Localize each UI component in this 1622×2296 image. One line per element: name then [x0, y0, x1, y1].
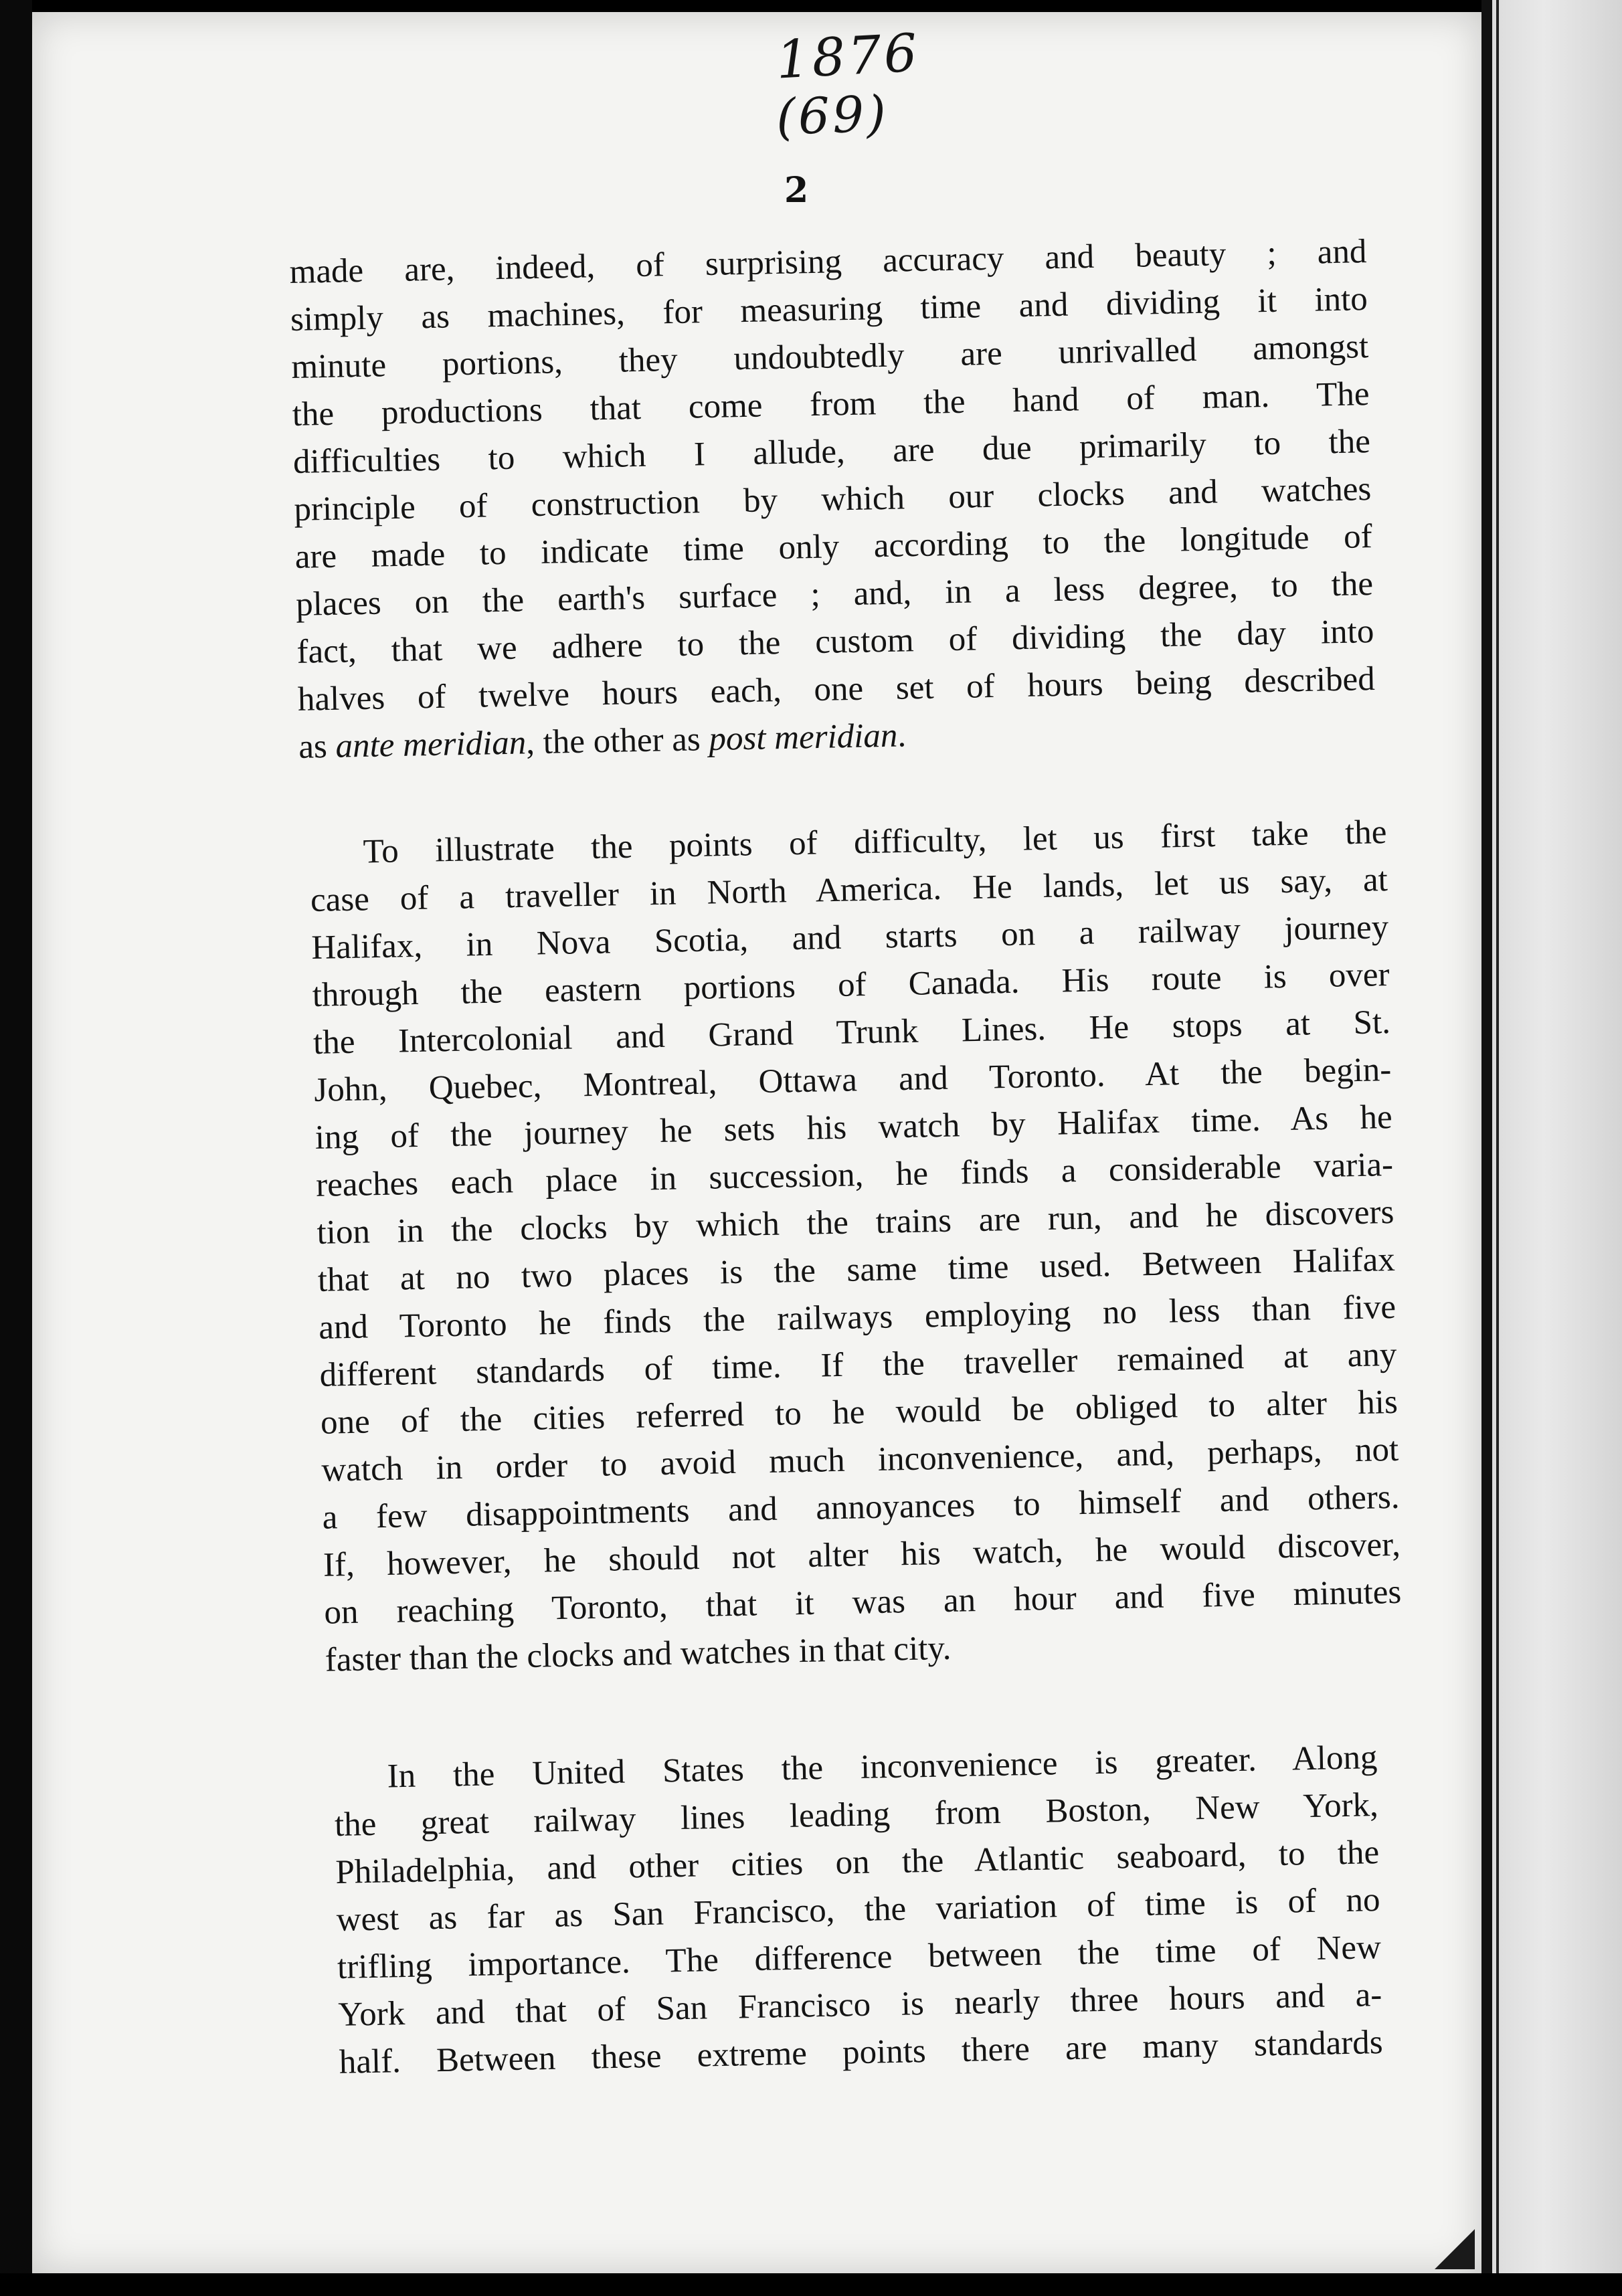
- text-line: case of a traveller in North America. He lands, let us say, at: [310, 861, 1388, 919]
- text-line: a few disappointments and annoyances to himself and others.: [322, 1478, 1400, 1537]
- text-line: fact, that we adhere to the custom of dividing the day into: [296, 612, 1374, 671]
- text-line: If, however, he should not alter his watch, he would discover,: [323, 1525, 1401, 1584]
- text-line: the Intercolonial and Grand Trunk Lines. He stops at St.: [312, 1003, 1391, 1062]
- italic-post-meridian: post meridian: [708, 716, 898, 759]
- text-line: halves of twelve hours each, one set of hours being described: [297, 660, 1376, 719]
- text-fragment: .: [897, 716, 907, 755]
- page-gutter: [1481, 0, 1492, 2296]
- handwritten-catalog-number: (69): [775, 85, 890, 147]
- scan-edge-left: [0, 0, 32, 2296]
- text-line: York and that of San Francisco is nearly three hours and a-: [337, 1976, 1382, 2034]
- text-line: places on the earth's surface ; and, in a less degree, to the: [295, 565, 1374, 624]
- text-line: trifling importance. The difference between the time of New: [337, 1928, 1382, 1986]
- text-line-last: faster than the clocks and watches in that city.: [325, 1629, 952, 1679]
- adjacent-page-border: [1496, 0, 1499, 2296]
- text-line: Philadelphia, and other cities on the Atlantic seaboard, to the: [335, 1834, 1380, 1891]
- text-line: John, Quebec, Montreal, Ottawa and Toronto. At the begin-: [313, 1051, 1392, 1109]
- scan-edge-bottom: [0, 2273, 1622, 2296]
- text-line: on reaching Toronto, that it was an hour and five minutes: [323, 1573, 1402, 1632]
- text-line: west as far as San Francisco, the variation of time is of no: [336, 1881, 1381, 1939]
- italic-ante-meridian: ante meridian: [335, 724, 527, 765]
- text-line: Halifax, in Nova Scotia, and starts on a railway journey: [310, 908, 1389, 967]
- page-number: 2: [784, 170, 809, 211]
- text-line: that at no two places is the same time used. Between Halifax: [317, 1240, 1396, 1299]
- text-line: are made to indicate time only according to the longitude of: [294, 518, 1373, 576]
- text-line: reaches each place in succession, he finds a considerable varia-: [315, 1145, 1394, 1204]
- text-line: To illustrate the points of difficulty, let us first take the: [363, 814, 1387, 871]
- paragraph-2: [309, 809, 1403, 1685]
- text-line: and Toronto he finds the railways employing no less than five: [318, 1288, 1396, 1347]
- paragraph-1: [289, 228, 1376, 771]
- text-fragment: as: [298, 727, 337, 766]
- text-line: made are, indeed, of surprising accuracy and beauty ; and: [289, 233, 1367, 291]
- text-line: one of the cities referred to he would be obliged to alter his: [320, 1383, 1399, 1442]
- text-line: ing of the journey he sets his watch by Halifax time. As he: [314, 1098, 1393, 1157]
- text-line: In the United States the inconvenience is greater. Along: [387, 1739, 1378, 1796]
- text-line: through the eastern portions of Canada. His route is over: [312, 956, 1390, 1014]
- adjacent-page-edge: [1492, 0, 1622, 2296]
- text-line: difficulties to which I allude, are due primarily to the: [292, 423, 1371, 481]
- text-line: different standards of time. If the traveller remained at any: [319, 1335, 1397, 1394]
- text-line: the great railway lines leading from Boston, New York,: [334, 1786, 1379, 1844]
- paragraph-3: [333, 1734, 1383, 2087]
- text-line: minute portions, they undoubtedly are unrivalled amongst: [290, 328, 1369, 386]
- text-line: principle of construction by which our clocks and watches: [293, 470, 1372, 529]
- text-fragment: , the other as: [525, 721, 710, 762]
- text-line: watch in order to avoid much inconvenience, and, perhaps, not: [321, 1430, 1399, 1489]
- text-line: half. Between these extreme points there are many standards: [339, 2023, 1384, 2081]
- text-line: tion in the clocks by which the trains are run, and he discovers: [317, 1193, 1394, 1252]
- text-line: the productions that come from the hand of man. The: [292, 375, 1370, 434]
- text-line: simply as machines, for measuring time and dividing it into: [290, 280, 1368, 339]
- handwritten-year: 1876: [774, 23, 921, 91]
